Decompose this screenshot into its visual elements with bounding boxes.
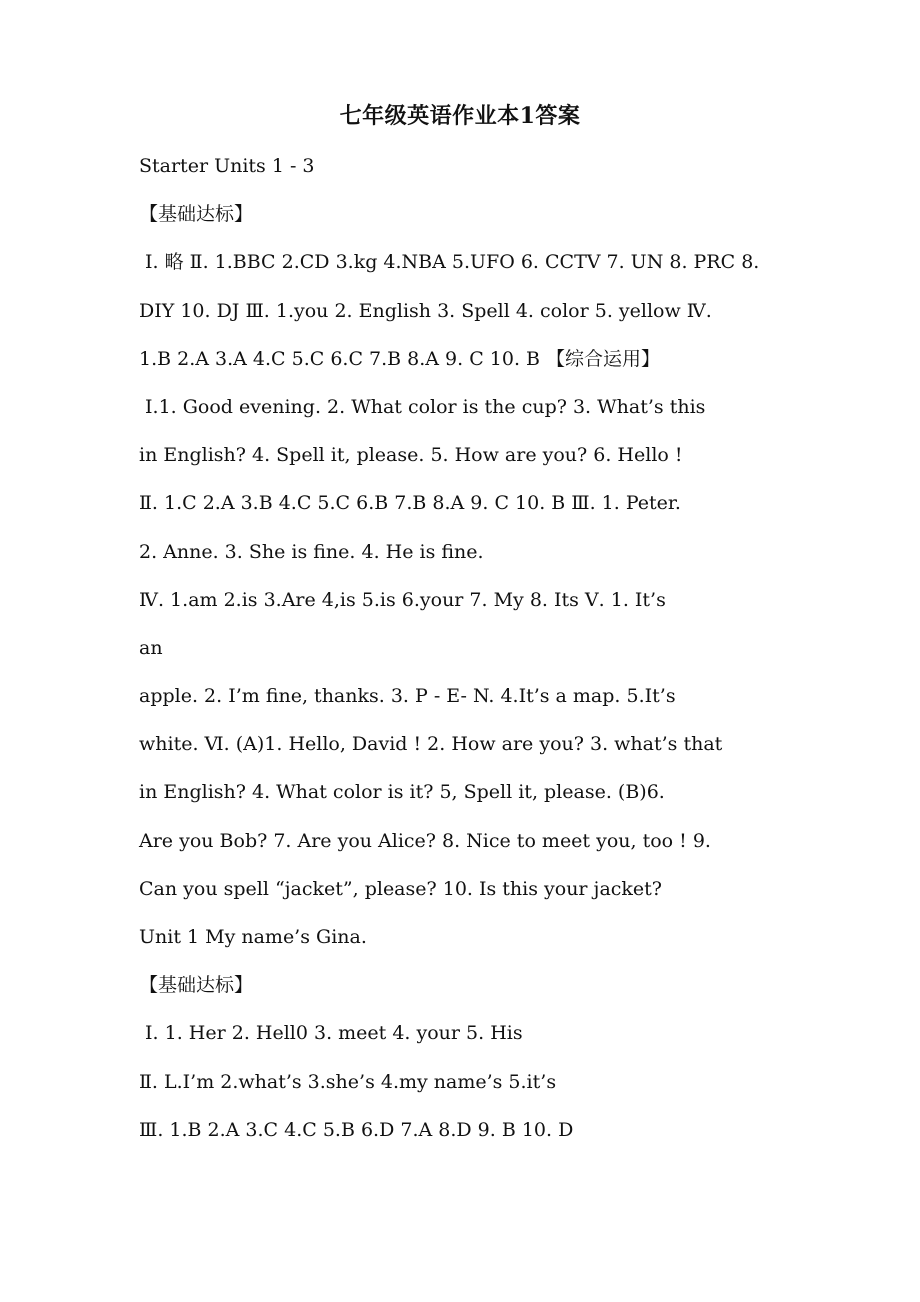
text-line: Ⅱ. 1.C 2.A 3.B 4.C 5.C 6.B 7.B 8.A 9. C 10. B Ⅲ. 1. Peter. <box>139 492 681 515</box>
text-line: Ⅰ. 1. Her 2. Hell0 3. meet 4. your 5. His <box>139 1022 523 1045</box>
text-line: apple. 2. I’m fine, thanks. 3. P - E- N. 4.It’s a map. 5.It’s <box>139 685 676 708</box>
answer-text-body <box>139 142 819 1154</box>
text-line: Unit 1 My name’s Gina. <box>139 926 367 948</box>
text-line: DIY 10. DJ Ⅲ. 1.you 2. English 3. Spell 4. color 5. yellow Ⅳ. <box>139 299 712 322</box>
text-line: Ⅰ. 略 Ⅱ. 1.BBC 2.CD 3.kg 4.NBA 5.UFO 6. CCTV 7. UN 8. PRC 8. <box>139 251 760 274</box>
text-line: in English? 4. Spell it, please. 5. How are you? 6. Hello ! <box>139 444 683 467</box>
text-line: 2. Anne. 3. She is fine. 4. He is fine. <box>139 540 484 563</box>
text-line: Starter Units 1 - 3 <box>139 155 315 177</box>
text-line: Ⅲ. 1.B 2.A 3.C 4.C 5.B 6.D 7.A 8.D 9. B 10. D <box>139 1118 574 1141</box>
text-line: 1.B 2.A 3.A 4.C 5.C 6.C 7.B 8.A 9. C 10. B 【综合运用】 <box>139 347 661 370</box>
text-line: Ⅱ. L.I’m 2.what’s 3.she’s 4.my name’s 5.it’s <box>139 1070 557 1093</box>
text-line: an <box>139 636 163 659</box>
document-title: 七年级英语作业本1答案 <box>339 103 581 129</box>
text-line: in English? 4. What color is it? 5, Spell it, please. (B)6. <box>139 781 665 804</box>
text-line: 【基础达标】 <box>139 203 254 226</box>
text-line: white. Ⅵ. (A)1. Hello, David ! 2. How are you? 3. what’s that <box>139 733 723 756</box>
text-line: Ⅰ.1. Good evening. 2. What color is the cup? 3. What’s this <box>139 395 706 418</box>
text-line: Can you spell “jacket”, please? 10. Is this your jacket? <box>139 877 662 900</box>
text-line: Ⅳ. 1.am 2.is 3.Are 4,is 5.is 6.your 7. My 8. Its Ⅴ. 1. It’s <box>139 588 666 611</box>
text-line: Are you Bob? 7. Are you Alice? 8. Nice to meet you, too ! 9. <box>139 829 711 852</box>
text-line: 【基础达标】 <box>139 974 254 997</box>
